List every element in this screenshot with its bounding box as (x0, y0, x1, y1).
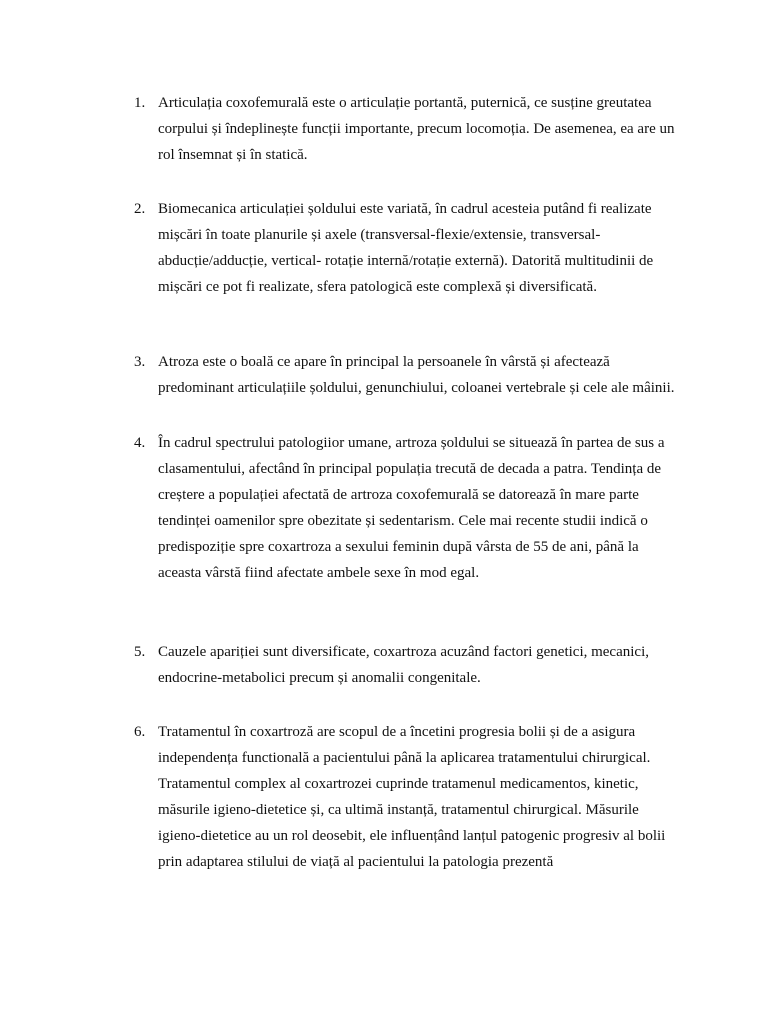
list-item-text (158, 196, 694, 300)
list-item-6 (134, 719, 694, 875)
text-line: măsurile igieno-dietetice și, ca ultimă instanță, tratamentul chirurgical. Măsurile (158, 802, 639, 818)
text-line: endocrine-metabolici precum și anomalii congenitale. (158, 670, 481, 686)
list-number: 1. (134, 95, 146, 111)
list-item-text (158, 719, 694, 875)
text-line: rol însemnat și în statică. (158, 147, 308, 163)
text-line: Articulația coxofemurală este o articulație portantă, puternică, ce susține greutatea (158, 95, 652, 111)
list-item-2 (134, 196, 694, 300)
list-number: 2. (134, 201, 146, 217)
text-line: aceasta vârstă fiind afectate ambele sexe în mod egal. (158, 565, 480, 581)
text-line: creștere a populației afectată de artroza coxofemurală se datorează în mare parte (158, 487, 639, 503)
list-item-4 (134, 430, 694, 586)
text-line: mișcări ce pot fi realizate, sfera patologică este complexă și diversificată. (158, 279, 597, 295)
text-line: tendinței oamenilor spre obezitate și sedentarism. Cele mai recente studii indică o (158, 513, 648, 529)
text-line: prin adaptarea stilului de viață al pacientului la patologia prezentă (158, 854, 554, 870)
text-line: independența functională a pacientului până la aplicarea tratamentului chirurgical. (158, 750, 651, 766)
list-number: 5. (134, 644, 146, 660)
list-item-text (158, 90, 694, 168)
list-item-3 (134, 349, 694, 401)
text-line: clasamentului, afectând în principal populația trecută de decada a patra. Tendința de (158, 461, 662, 477)
list-number: 4. (134, 435, 146, 451)
text-line: Biomecanica articulației șoldului este variată, în cadrul acesteia putând fi realizate (158, 201, 652, 217)
text-line: predominant articulațiile șoldului, genunchiului, coloanei vertebrale și cele ale mâinii. (158, 380, 675, 396)
text-line: Tratamentul complex al coxartrozei cuprinde tratamenul medicamentos, kinetic, (158, 776, 639, 792)
text-line: Atroza este o boală ce apare în principal la persoanele în vârstă și afectează (158, 354, 610, 370)
text-line: abducție/adducție, vertical- rotație internă/rotație externă). Datorită multitudinii de (158, 253, 654, 269)
text-line: predispoziție spre coxartroza a sexului feminin după vârsta de 55 de ani, până la (158, 539, 639, 555)
list-number: 3. (134, 354, 146, 370)
list-number: 6. (134, 724, 146, 740)
text-line: Cauzele apariției sunt diversificate, coxartroza acuzând factori genetici, mecanici, (158, 644, 649, 660)
text-line: În cadrul spectrului patologiior umane, artroza șoldului se situează în partea de sus a (158, 435, 665, 451)
text-line: mișcări în toate planurile și axele (transversal-flexie/extensie, transversal- (158, 227, 601, 243)
text-line: Tratamentul în coxartroză are scopul de a încetini progresia bolii și de a asigura (158, 724, 636, 740)
list-item-text (158, 639, 694, 691)
text-line: igieno-dietetice au un rol deosebit, ele influențând lanțul patogenic progresiv al bolii (158, 828, 666, 844)
list-item-5 (134, 639, 694, 691)
text-line: corpului și îndeplinește funcții importante, precum locomoția. De asemenea, ea are un (158, 121, 675, 137)
list-item-1 (134, 90, 694, 168)
list-item-text (158, 430, 694, 586)
list-item-text (158, 349, 694, 401)
